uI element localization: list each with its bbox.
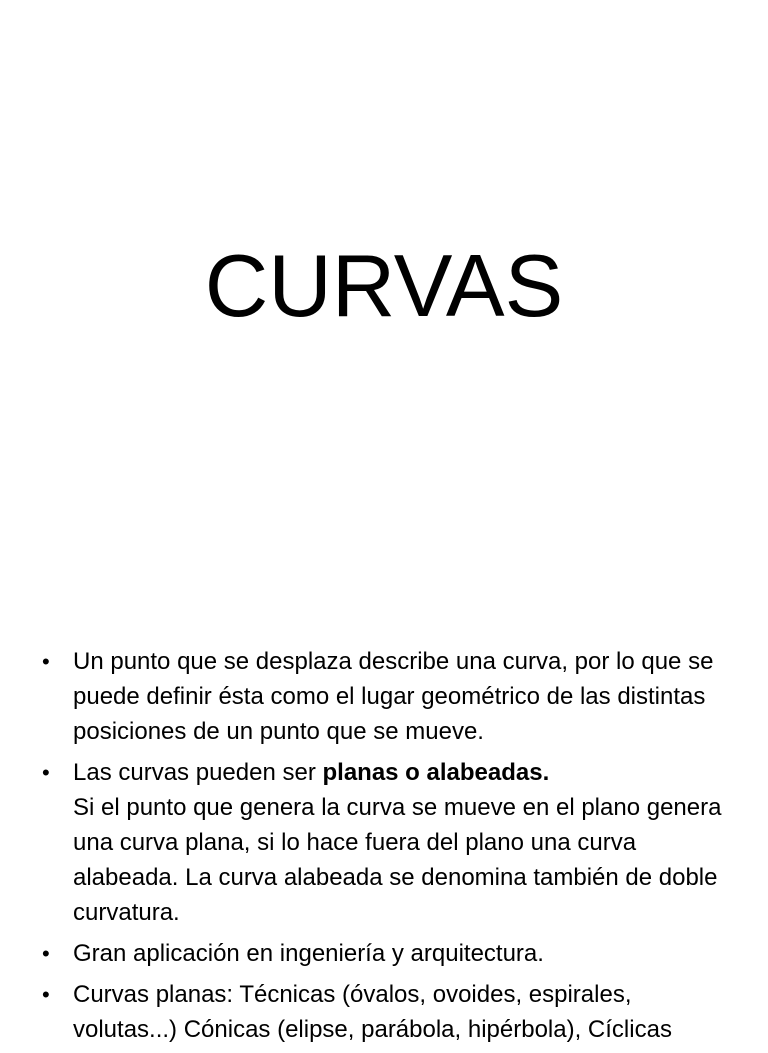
bullet-icon: • [42,941,50,966]
bullet-text: Un punto que se desplaza describe una curva, por lo que se puede definir ésta como el lugar geométrico de las distintas posiciones de un punto que se mueve. [73,648,714,745]
bullet-icon: • [42,649,50,674]
list-item [42,977,732,1047]
bullet-icon: • [42,982,50,1007]
bullet-list [42,644,732,1053]
list-item [42,936,732,971]
bullet-text: Curvas planas: Técnicas (óvalos, ovoides, espirales, volutas...) Cónicas (elipse, parábola, hipérbola), Cíclicas [73,981,672,1043]
bullet-text: Gran aplicación en ingeniería y arquitectura. [73,940,544,967]
slide-title: CURVAS [204,236,564,335]
bullet-text [73,755,732,930]
bullet-icon: • [42,760,50,785]
bullet-text-bold: planas o alabeadas. [322,759,550,786]
list-item [42,644,732,749]
bullet-text-continued: Si el punto que genera la curva se mueve en el plano genera una curva plana, si lo hace fuera del plano una curva alabeada. La curva alabeada se denomina también de doble curvatura. [73,794,722,926]
list-item [42,755,732,930]
bullet-text-prefix: Las curvas pueden ser [73,759,323,786]
